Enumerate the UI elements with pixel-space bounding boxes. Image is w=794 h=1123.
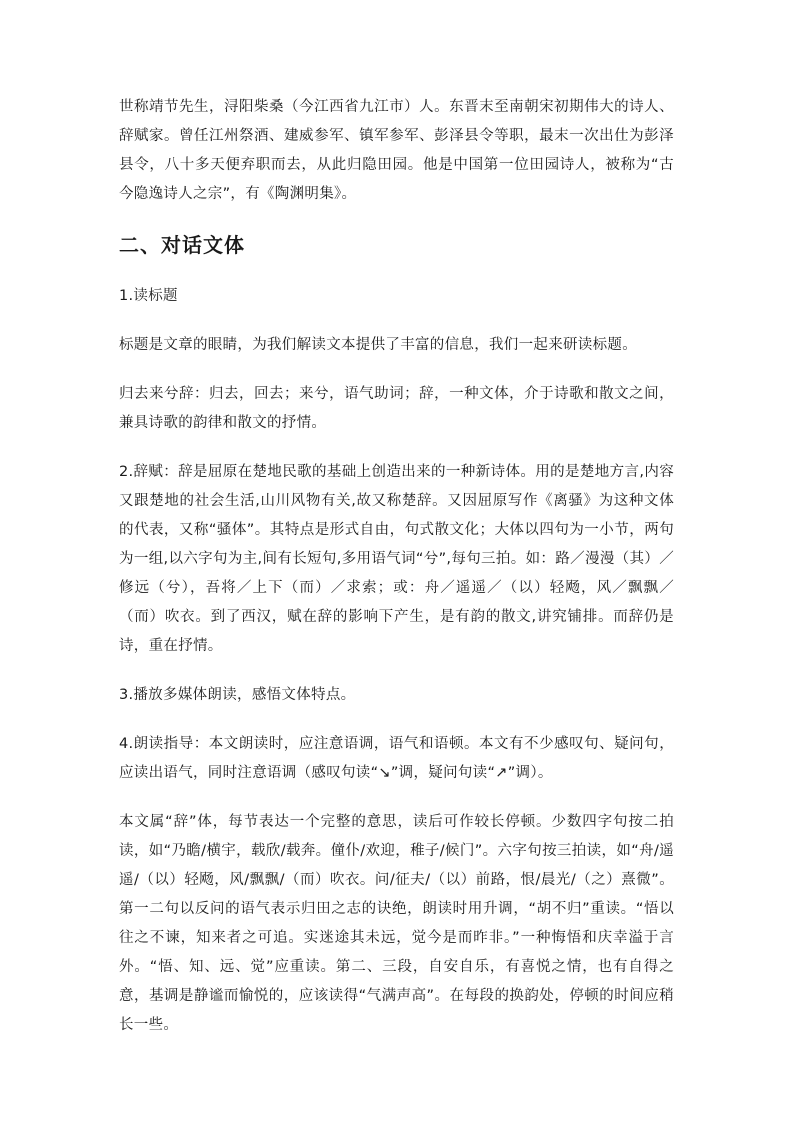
guidance-paragraph: 4.朗读指导：本文朗读时，应注意语调，语气和语顿。本文有不少感叹句、疑问句，应读出语气，同时注意语调（感叹句读“↘”调，疑问句读“↗”调）。: [119, 736, 674, 781]
title-words-paragraph: 归去来兮辞：归去，回去；来兮，语气助词；辞，一种文体，介于诗歌和散文之间，兼具诗歌的韵律和散文的抒情。: [119, 386, 674, 431]
section-heading: 二、对话文体: [119, 233, 245, 257]
title-explain-paragraph: 标题是文章的眼睛，为我们解读文本提供了丰富的信息，我们一起来研读标题。: [119, 337, 637, 353]
item-title-reading: 1.读标题: [119, 288, 178, 304]
multimedia-paragraph: 3.播放多媒体朗读，感悟文体特点。: [119, 687, 356, 703]
cifu-paragraph: 2.辞赋：辞是屈原在楚地民歌的基础上创造出来的一种新诗体。用的是楚地方言,内容又跟楚地的社会生活,山川风物有关,故又称楚辞。又因屈原写作《离骚》为这种文体的代表，又称“骚体”。其特点是形式自由，句式散文化；大体以四句为一小节，两句为一组,以六字句为主,间有长短句,多用语气词“兮”,每句三拍。如：路／漫漫（其）／修远（兮），吾将／上下（而）／求索；或：舟／遥遥／（以）轻飏，风／飘飘／（而）吹衣。到了西汉，赋在辞的影响下产生，是有韵的散文,讲究铺排。而辞仍是诗，重在抒情。: [119, 464, 674, 654]
intro-paragraph: 世称靖节先生，浔阳柴桑（今江西省九江市）人。东晋末至南朝宋初期伟大的诗人、辞赋家。曾任江州祭酒、建威参军、镇军参军、彭泽县令等职，最末一次出仕为彭泽县令，八十多天便弃职而去，从此归隐田园。他是中国第一位田园诗人，被称为“古今隐逸诗人之宗”，有《陶渊明集》。: [119, 99, 674, 202]
rhythm-paragraph: 本文属“辞”体，每节表达一个完整的意思，读后可作较长停顿。少数四字句按二拍读，如“乃瞻/横宇，载欣/载奔。僮仆/欢迎，稚子/候门”。六字句按三拍读，如“舟/遥遥/（以）轻飏，风/飘飘/（而）吹衣。问/征夫/（以）前路，恨/晨光/（之）熹微”。第一二句以反问的语气表示归田之志的诀绝，朗读时用升调，“胡不归”重读。“悟以往之不谏，知来者之可追。实迷途其未远，觉今是而昨非。”一种悔悟和庆幸溢于言外。“悟、知、远、觉”应重读。第二、三段，自安自乐，有喜悦之情，也有自得之意，基调是静谧而愉悦的，应该读得“气满声高”。在每段的换韵处，停顿的时间应稍长一些。: [119, 814, 674, 1033]
